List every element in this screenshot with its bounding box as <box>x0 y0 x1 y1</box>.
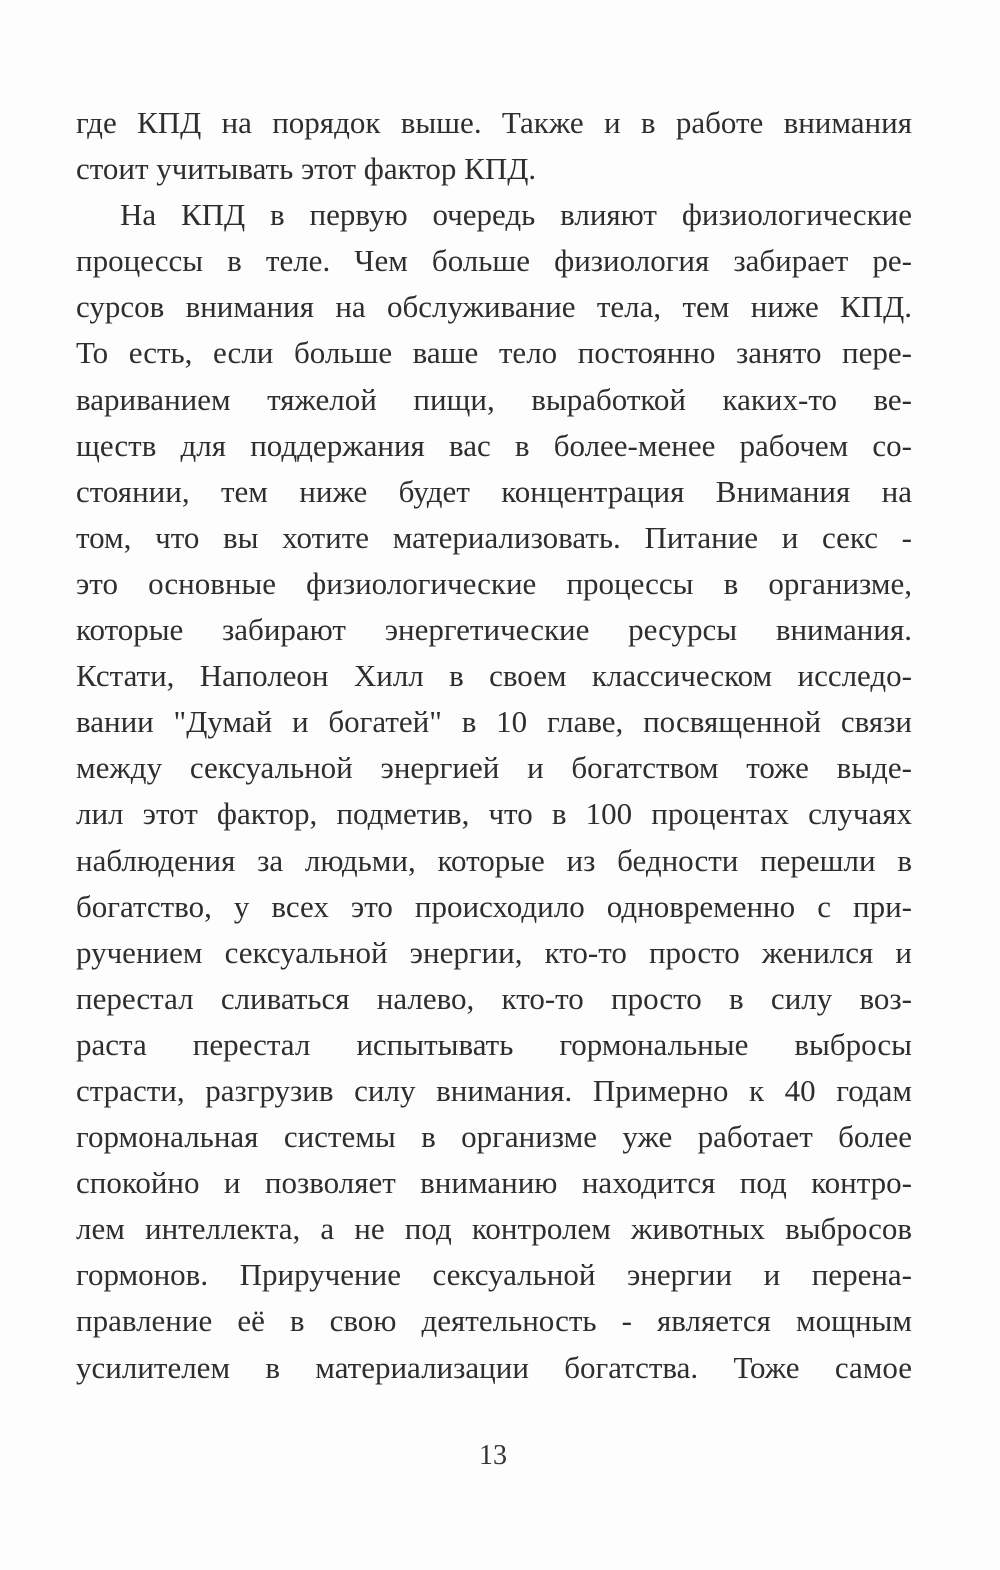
text-line: Кстати, Наполеон Хилл в своем классическом исследо- <box>76 658 912 694</box>
text-line: сурсов внимания на обслуживание тела, тем ниже КПД. <box>76 289 912 325</box>
text-line: усилителем в материализации богатства. Тоже самое <box>76 1349 912 1385</box>
text-line: стоянии, тем ниже будет концентрация Внимания на <box>76 473 912 509</box>
text-line: процессы в теле. Чем больше физиология забирает ре- <box>76 243 912 279</box>
text-line: между сексуальной энергией и богатством тоже выде- <box>76 750 912 786</box>
text-line: ручением сексуальной энергии, кто-то просто женился и <box>76 934 912 970</box>
text-line: лил этот фактор, подметив, что в 100 процентах случаях <box>76 796 912 832</box>
text-line: это основные физиологические процессы в организме, <box>76 565 912 601</box>
text-line: вариванием тяжелой пищи, выработкой каких-то ве- <box>76 381 912 417</box>
text-line: гормональная системы в организме уже работает более <box>76 1119 912 1155</box>
text-line: где КПД на порядок выше. Также и в работе внимания <box>76 105 912 140</box>
text-line: На КПД в первую очередь влияют физиологические <box>120 197 912 233</box>
text-line: стоит учитывать этот фактор КПД. <box>76 151 537 187</box>
page-number: 13 <box>479 1440 507 1471</box>
text-line: вании "Думай и богатей" в 10 главе, посвященной связи <box>76 704 912 740</box>
text-line: спокойно и позволяет вниманию находится под контро- <box>76 1165 912 1201</box>
text-line: перестал сливаться налево, кто-то просто в силу воз- <box>76 980 912 1016</box>
text-line: ществ для поддержания вас в более-менее рабочем со- <box>76 427 912 463</box>
text-line: страсти, разгрузив силу внимания. Примерно к 40 годам <box>76 1072 912 1108</box>
text-line: том, что вы хотите материализовать. Питание и секс - <box>76 519 912 555</box>
text-line: наблюдения за людьми, которые из бедности перешли в <box>76 842 912 878</box>
text-line: богатство, у всех это происходило одновременно с при- <box>76 888 912 924</box>
text-line: раста перестал испытывать гормональные выбросы <box>76 1026 912 1062</box>
text-line: правление её в свою деятельность - является мощным <box>76 1303 912 1339</box>
text-line: гормонов. Приручение сексуальной энергии и перена- <box>76 1257 912 1293</box>
text-line: То есть, если больше ваше тело постоянно занято пере- <box>76 335 912 371</box>
text-line: лем интеллекта, а не под контролем животных выбросов <box>76 1211 912 1247</box>
page-body <box>76 100 912 1391</box>
text-line: которые забирают энергетические ресурсы внимания. <box>76 612 912 648</box>
